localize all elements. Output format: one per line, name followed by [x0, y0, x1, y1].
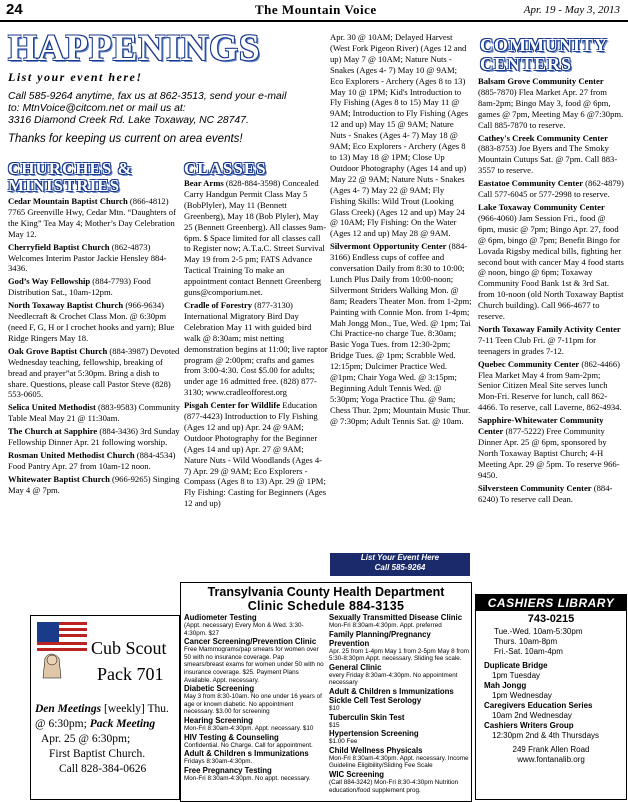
library-phone: 743-0215 — [527, 613, 575, 625]
community-center-listing — [478, 359, 624, 414]
church-text: (884-4534) Food Pantry Apr. 27 from 10am-12 noon. — [8, 449, 176, 471]
community-center-listing — [478, 202, 624, 322]
intro-line-2: to: MtnVoice@citcom.net or mail us at: — [8, 103, 186, 114]
community-center-name: Sapphire-Whitewater Community Center — [478, 415, 604, 437]
church-listing — [8, 276, 180, 298]
page-header — [0, 0, 628, 22]
clinic-service-details: (Appt. necessary) Every Mon & Wed. 3:30-4:30pm. $27 — [184, 622, 304, 637]
community-center-listing — [478, 133, 624, 177]
clinic-service-details: Apr. 25 from 1-4pm May 1 from 2-5pm May 8 from 5:30-8:30pm Appt. necessary. Sliding fee scale. — [329, 647, 469, 663]
community-center-listing — [478, 483, 624, 505]
community-center-text: (966-4060) Jam Session Fri., food @ 6pm, music @ 7pm; Bingo Apr. 27, food @ 6pm, bingo @ 7pm; Benefit Bingo for Lovada Rigsby medical bills, fighting her second bout with cancer May 4 food starts @ noon, bingo @ 6pm; Toxaway Community Food Bank 1st & 3rd Sat. from 10-noon (old North Toxaway Baptist Church building). Call 966-4677 to reserve. — [478, 212, 624, 322]
pack-meeting-date: Apr. 25 @ 6:30pm; — [41, 733, 131, 745]
issue-date: Apr. 19 - May 3, 2013 — [523, 4, 620, 16]
library-events — [484, 661, 626, 741]
church-listing — [8, 402, 180, 424]
library-event-when: 10am 2nd Wednesday — [492, 711, 572, 720]
library-event-when: 1pm Wednesday — [492, 691, 552, 700]
class-listing — [184, 178, 328, 298]
clinic-right-column — [329, 613, 469, 794]
clinic-service-name: Tuberculin Skin Test — [329, 712, 405, 722]
clinic-service-details: May 3 from 8:30-10am. No one under 16 years of age or known diabetic. No appointment necessary. $3.00 for screening — [184, 693, 322, 716]
community-center-name: Balsam Grove Community Center — [478, 76, 604, 86]
clinic-title: Transylvania County Health Department — [207, 585, 445, 599]
intro-block — [8, 30, 326, 145]
clinic-service-name: Hearing Screening — [184, 715, 253, 725]
intro-thanks: Thanks for keeping us current on area events! — [8, 133, 243, 145]
events-column — [330, 32, 472, 552]
intro-subtitle: List your event here! — [8, 70, 143, 84]
library-hours — [494, 627, 626, 657]
publication-name: The Mountain Voice — [255, 2, 377, 17]
clinic-service-details: Confidential. No Charge. Call for appointment. — [184, 741, 313, 749]
community-center-name: Cathey's Creek Community Center — [478, 132, 608, 143]
clinic-service-details: Mon-Fri 8:30am-4:30pm. Appt. preferred — [329, 622, 442, 629]
church-name: North Toxaway Baptist Church — [8, 300, 124, 311]
page-number: 24 — [6, 1, 23, 18]
church-listing — [8, 242, 180, 275]
community-center-listing — [478, 324, 624, 357]
church-name: God’s Way Fellowship — [8, 276, 91, 287]
class-text: (828-884-3598) Concealed Carry Handgun Permit Class May 5 (BobPlyler), May 11 (Bennett Greenberg), May 18 (Bob Plyler), May 25 (Bennett Greenberg). All classes 9am-6pm. $ Space limited for all classes call to Register now; A.T.a.C. Street Survival May 19 from 2-5 pm; FATS Advance Tactical Training To make an appointment contact Bennett Greenberg guns@comporium.net. — [184, 178, 327, 298]
church-name: Cherryfield Baptist Church — [8, 241, 110, 252]
clinic-service-name: Cancer Screening/Prevention Clinic — [184, 637, 317, 647]
silvermont-text: (884-3166) Endless cups of coffee and conversation Daily from 8:30 to 10:00; Lunch Plus Daily from 10:00-noon; Silvermont Striders Walking Mon. @ 8am; Readers Theater Mon. from 1-2pm; Painting with Connie Mon. from 1-4pm; Mah Jongg Mon., Tue, Wed. @ 1pm; Tai Chi Practice-no charge Tue. 8:30am; Basic Yoga Tues. from 12:30-2pm; Bridge Tues. @ 1pm; Scrabble Wed. 12:15pm; Dulcimer Practice Wed. @1pm; Chair Yoga Wed. @ 3:15pm; Beginning Adult Tennis Wed. @ 5:30pm; Yoga Practice Thu. @ 9am; Chess Thur. 2pm; Mountain Music Thur. @ 7:30pm; Adult Tennis Sat. @ 10am. — [330, 241, 472, 426]
clinic-service-name: Free Pregnancy Testing — [184, 765, 272, 775]
class-name: Cradle of Forestry — [184, 299, 253, 310]
library-event-name: Caregivers Education Series — [484, 701, 593, 710]
library-hours-row: Fri.-Sat. 10am-4pm — [494, 647, 563, 656]
community-center-name: Eastatoe Community Center — [478, 178, 584, 189]
intro-line-1: Call 585-9264 anytime, fax us at 862-3513, send your e-mail — [8, 91, 287, 102]
library-title: CASHIERS LIBRARY — [476, 595, 626, 611]
clinic-schedule — [180, 582, 472, 802]
community-center-name: Quebec Community Center — [478, 358, 580, 369]
church-text: (884-3987) Devoted Wednesday teaching, fellowship, breaking of bread and prayer”at 5:30pm. Bring a dish to share. Questions, please call Pastor Steve (828) 553-0605. — [8, 345, 180, 400]
banner-line-2: Call 585-9264 — [374, 563, 426, 572]
flag-icon — [35, 618, 89, 688]
clinic-service-details: Free Mammograms/pap smears for women over 50 with no insurance coverage. Pap smears/breast exams for women under 50 with no insurance coverage. $25. Payment Plans Available. Appt. necessary. — [184, 646, 324, 684]
clinic-service-details: Mon-Fri 8:30am-4:30pm. Appt. necessary. $10 — [184, 724, 314, 732]
community-heading: COMMUNITY CENTERS — [480, 35, 608, 74]
library-event-name: Mah Jongg — [484, 681, 527, 690]
clinic-service-name: Adult & Children s Immunizations — [184, 749, 309, 759]
church-text: (883-9583) Community Table Meal May 21 @ 11:30am. — [8, 402, 180, 424]
church-listing — [8, 426, 180, 448]
clinic-service-details: $10 — [329, 704, 340, 712]
community-center-text: (883-8753) Joe Byers and The Smoky Mountain Cutups Sat. @ 7pm. Call 883-3557 to reserve. — [478, 143, 618, 176]
library-hours-row: Thurs. 10am-8pm — [494, 637, 558, 646]
church-name: Whitewater Baptist Church — [8, 473, 110, 484]
library-event-when: 1pm Tuesday — [492, 671, 541, 680]
clinic-service-details: Fridays 8:30am-4:30pm. — [184, 758, 253, 766]
community-column — [478, 76, 624, 588]
clinic-left-column — [184, 613, 324, 782]
library-address: 249 Frank Allen Road — [512, 745, 590, 754]
library-event-when: 12:30pm 2nd & 4th Thursdays — [492, 731, 600, 740]
scout-phone: Call 828-384-0626 — [59, 763, 147, 775]
community-center-listing — [478, 76, 624, 131]
clinic-service-details: $15 — [329, 721, 340, 729]
library-hours-row: Tue.-Wed. 10am-5:30pm — [494, 627, 583, 636]
church-text: (884-3436) 3rd Sunday Fellowship Dinner Apr. 21 following worship. — [8, 426, 180, 448]
clinic-service-details: $1.00 Fee — [329, 738, 358, 746]
church-name: Oak Grove Baptist Church — [8, 345, 108, 356]
church-name: The Church at Sapphire — [8, 426, 98, 437]
clinic-service-name: General Clinic — [329, 662, 382, 672]
silvermont-name: Silvermont Opportunity Center — [330, 241, 447, 252]
clinic-service-name: Sexually Transmitted Disease Clinic — [329, 613, 463, 622]
community-center-name: North Toxaway Family Activity Center — [478, 323, 621, 334]
church-text: (884-7793) Food Distribution Sat., 10am-12pm. — [8, 276, 151, 298]
clinic-service-name: Sickle Cell Test Serology — [329, 695, 422, 705]
cub-scout-box — [30, 615, 180, 800]
class-listing — [184, 400, 328, 509]
class-text: (877-3130) International Migratory Bird Day Celebration May 11 with guided bird walk @ 8:30am; mist netting demonstration begins at 11:00; live raptor program @ 2:00pm; crafts and games from 3:00-4:30. Cost $5.00 for adults; under age 16 admitted free. (828) 877-3130; www.cradleofforest.org — [184, 299, 328, 398]
clinic-service-details: Mon-Fri 8:30am-4:30pm. No appt. necessary. — [184, 774, 311, 782]
community-center-text: (877-5222) Free Community Dinner Apr. 25 @ 6pm, sponsored by North Toxaway Baptist Church; 4-H Meeting Apr. 29 @ 5pm. To reserve 966-9450. — [478, 426, 620, 480]
intro-line-3: 3316 Diamond Creek Rd. Lake Toxaway, NC 28747. — [8, 115, 249, 126]
church-name: Rosman United Methodist Church — [8, 449, 135, 460]
class-name: Pisgah Center for Wildlife — [184, 400, 281, 411]
community-center-listing — [478, 178, 624, 200]
happenings-title: HAPPENINGS — [8, 28, 261, 69]
clinic-subtitle: Clinic Schedule 884-3135 — [247, 599, 405, 613]
church-text: (862-4873) Welcomes Interim Pastor Jackie Hensley 884-3436. — [8, 241, 167, 274]
church-listing — [8, 474, 180, 496]
community-center-listing — [478, 415, 624, 480]
church-listing — [8, 346, 180, 401]
church-listing — [8, 300, 180, 344]
clinic-service-name: Adult & Children s Immunizations — [329, 686, 454, 696]
community-center-text: (862-4466) Flea Market May 4 from 9am-2pm; Senior Citizen Meal Site serves lunch Mon-Fri. Reserve for lunch, call 862-4466. To reserve, call Laverne, 862-4934. — [478, 358, 622, 413]
community-center-name: Silversteen Community Center — [478, 482, 592, 493]
clinic-service-name: Hypertension Screening — [329, 729, 419, 739]
classes-column — [184, 178, 328, 578]
churches-heading: CHURCHES & MINISTRIES — [8, 159, 133, 195]
class-name: Bear Arms — [184, 178, 224, 188]
clinic-service-name: Audiometer Testing — [184, 613, 257, 622]
church-text: (966-9634) Needlecraft & Crochet Class Mon. @ 6:30pm (need F, G, H or I crochet hooks and yarn); Blue Ridge Ringers May 18. — [8, 300, 175, 343]
church-listing — [8, 196, 180, 240]
class-text: Education (877-4423) Introduction to Fly Fishing (Ages 12 and up) Apr. 24 @ 9AM; Outdoor Photography for the Beginner (Ages 14 and up) Apr. 27 @ 9AM; Nature Nuts - Wild Woodlands (Ages 4- 7) Apr. 29 @ 9AM; Eco Explorers - Compass (Ages 8 to 13) Apr. 29 @ 1PM; Fly Fishing: Casting for Beginners (Ages 12 and up) — [184, 400, 327, 509]
community-center-text: (884-6240) To reserve call Dean. — [478, 482, 613, 504]
den-meetings: Den Meetings — [35, 703, 102, 715]
library-event-name: Cashiers Writers Group — [484, 721, 574, 730]
clinic-service-name: Family Planning/Pregnancy Prevention — [329, 629, 431, 648]
community-center-text: (885-7870) Flea Market Apr. 27 from 8am-2pm; Bingo May 3, food @ 6pm, games @ 7pm, Meeting May 6 @7:30pm. Call 885-7870 to reserve. — [478, 86, 624, 130]
church-text: (966-9265) Singing May 4 @ 7pm. — [8, 473, 180, 495]
list-event-banner — [330, 553, 470, 576]
scout-title: Cub Scout — [91, 638, 167, 658]
church-name: Cedar Mountain Baptist Church — [8, 196, 128, 206]
class-listing — [184, 300, 328, 398]
community-center-name: Lake Toxaway Community Center — [478, 201, 605, 212]
pisgah-continued: Apr. 30 @ 10AM; Delayed Harvest (West Fork Pigeon River) (Ages 12 and up) May 7 @ 10AM; Nature Nuts - Snakes (Ages 4- 7) May 10 @ 9AM; Eco Explorers - Archery (Ages 8 to 13) May 10 @ 1PM; Kid's Introduction to Fly Fishing (Ages 8 to 15) May 11 @ 9AM; Introduction to Fly Fishing (Ages 12 and up) May 15 @ 9AM; Nature Nuts - Snakes (Ages 4- 7) May 18 @ 9AM; Eco Explorers - Archery (Ages 8 to 13) May 18 @ 1PM; Close Up Outdoor Photography (Ages 14 and up) May 22 @ 9AM; Nature Nuts - Snakes (Ages 4- 7) May 22 @ 9AM; Fly Fishing Skills: Wild Trout (Looking Glass Creek) (Ages 12 and up) May 24 @ 10AM; Fly Fishing: On the Water (Ages 12 and up) May 28 @ 9AM. — [330, 32, 469, 239]
clinic-service-name: HIV Testing & Counseling — [184, 732, 279, 742]
den-meetings-when: [weekly] Thu. @ 6:30pm; — [35, 703, 169, 730]
clinic-service-name: Child Wellness Physicals — [329, 745, 423, 755]
scout-location: First Baptist Church. — [49, 748, 146, 760]
clinic-service-details: every Friday 8:30am-4:30pm. No appointment necessary — [329, 671, 458, 687]
church-name: Selica United Methodist — [8, 402, 96, 413]
banner-line-1: List Your Event Here — [360, 553, 440, 562]
classes-heading: CLASSES — [184, 159, 267, 178]
library-web: www.fontanalib.org — [517, 755, 585, 764]
library-event-name: Duplicate Bridge — [484, 661, 548, 670]
clinic-service-details: (Call 884-3242) Mon-Fri 8:30-4:30pm Nutrition education/food supplement prog. — [329, 778, 459, 794]
churches-column — [8, 196, 180, 606]
pack-meeting: Pack Meeting — [89, 718, 156, 730]
community-center-text: (862-4879) Call 577-6045 or 577-2998 to reserve. — [478, 178, 624, 200]
clinic-service-details: Mon-Fri 8:30am-4:30pm. Appt. necessary. Income Guideline Eligibility/Sliding Fee Scale — [329, 754, 469, 770]
church-listing — [8, 450, 180, 472]
clinic-service-name: Diabetic Screening — [184, 684, 255, 694]
church-text: (866-4812) 7765 Greenville Hwy, Cedar Mtn. “Daughters of the King” Tea May 4; Mother’s Day Celebration May 12. — [8, 196, 176, 239]
cashiers-library — [475, 594, 627, 800]
community-center-text: 7-11 Teen Club Fri. @ 7-11pm for teenagers in grades 7-12. — [478, 334, 596, 356]
clinic-service-name: WIC Screening — [329, 769, 385, 779]
scout-pack: Pack 701 — [97, 664, 164, 684]
